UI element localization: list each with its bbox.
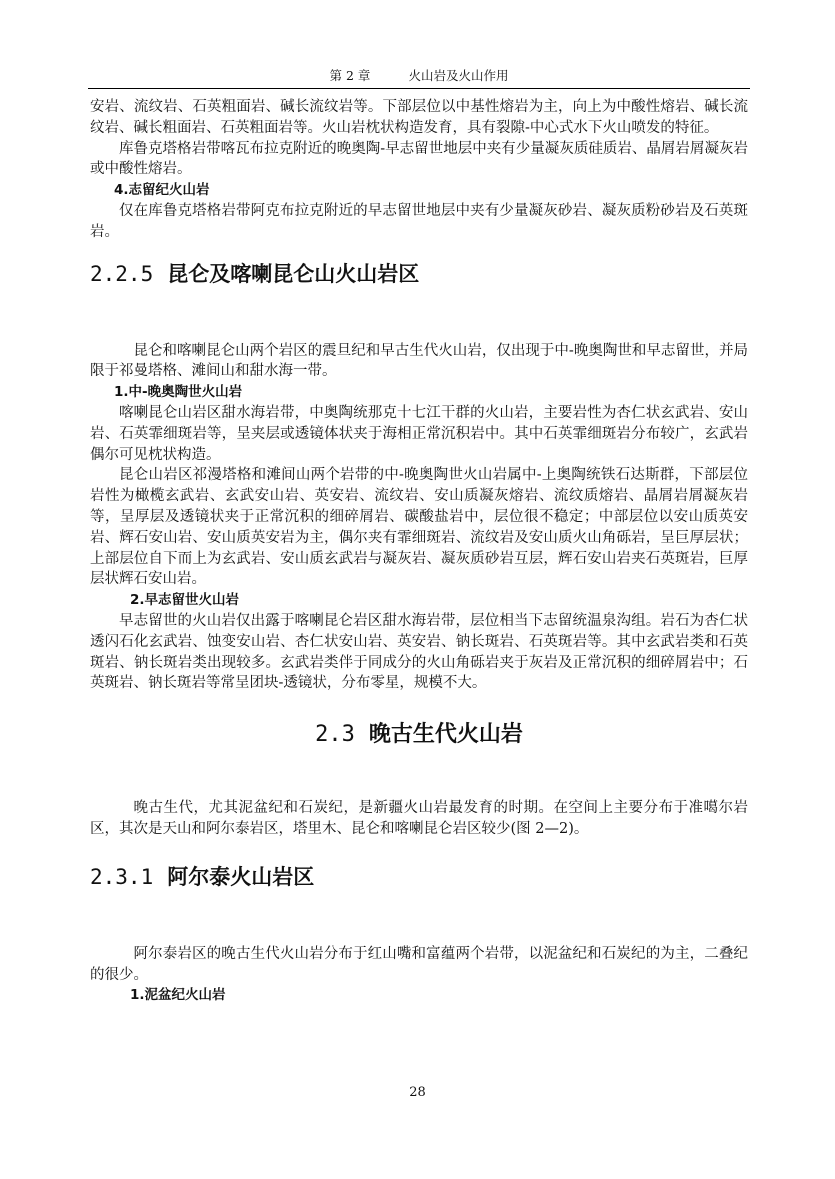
paragraph: 阿尔泰岩区的晚古生代火山岩分布于红山嘴和富蕴两个岩带，以泥盆纪和石炭纪的为主，二叠纪的很少。 (90, 945, 748, 983)
section-heading-2-3-1 (90, 863, 748, 891)
subsection-heading: 2.早志留世火山岩 (130, 592, 240, 609)
header-title: 火山岩及火山作用 (408, 68, 509, 83)
paragraph: 昆仑山岩区祁漫塔格和滩间山两个岩带的中-晚奥陶世火山岩属中-上奥陶统铁石达斯群，下部层位岩性为橄榄玄武岩、玄武安山岩、英安岩、流纹岩、安山质凝灰熔岩、流纹质熔岩、晶屑岩屑凝灰岩等，呈厚层及透镜状夹于正常沉积的细碎屑岩、碳酸盐岩中，层位很不稳定；中部层位以安山质英安岩、辉石安山岩、安山质英安岩为主，偶尔夹有霏细斑岩、流纹岩及安山质火山角砾岩，呈巨厚层状；上部层位自下而上为玄武岩、安山质玄武岩与凝灰岩、凝灰质砂岩互层，辉石安山岩夹石英斑岩，巨厚层状辉石安山岩。 (90, 467, 748, 588)
subsection-heading: 1.中-晚奥陶世火山岩 (114, 384, 243, 401)
header-chapter: 第 2 章 (329, 68, 371, 83)
section-title: 昆仑及喀喇昆仑山火山岩区 (167, 261, 420, 286)
section-number: 2.3.1 (90, 864, 154, 889)
paragraph: 喀喇昆仑山岩区甜水海岩带，中奥陶统那克十七江干群的火山岩，主要岩性为杏仁状玄武岩、安山岩、石英霏细斑岩等，呈夹层或透镜体状夹于海相正常沉积岩中。其中石英霏细斑岩分布较广，玄武岩偶尔可见枕状构造。 (90, 404, 748, 463)
paragraph: 库鲁克塔格岩带喀瓦布拉克附近的晚奥陶-早志留世地层中夹有少量凝灰质硅质岩、晶屑岩屑凝灰岩或中酸性熔岩。 (90, 140, 748, 178)
paragraph: 昆仑和喀喇昆仑山两个岩区的震旦纪和早古生代火山岩，仅出现于中-晚奥陶世和早志留世，并局限于祁曼塔格、滩间山和甜水海一带。 (90, 342, 748, 380)
section-title: 阿尔泰火山岩区 (167, 864, 315, 889)
paragraph: 安岩、流纹岩、石英粗面岩、碱长流纹岩等。下部层位以中基性熔岩为主，向上为中酸性熔岩、碱长流纹岩、碱长粗面岩、石英粗面岩等。火山岩枕状构造发育，具有裂隙-中心式水下火山喷发的特征。 (90, 99, 748, 136)
subsection-heading: 1.泥盆纪火山岩 (130, 987, 226, 1004)
paragraph: 仅在库鲁克塔格岩带阿克布拉克附近的早志留世地层中夹有少量凝灰砂岩、凝灰质粉砂岩及石英斑岩。 (90, 202, 748, 240)
paragraph: 早志留世的火山岩仅出露于喀喇昆仑岩区甜水海岩带，层位相当下志留统温泉沟组。岩石为杏仁状透闪石化玄武岩、蚀变安山岩、杏仁状安山岩、英安岩、钠长斑岩、石英斑岩等。其中玄武岩类和石英斑岩、钠长斑岩类出现较多。玄武岩类伴于同成分的火山角砾岩夹于灰岩及正常沉积的细碎屑岩中；石英斑岩、钠长斑岩等常呈团块-透镜状，分布零星，规模不大。 (90, 612, 748, 692)
header-rule (88, 88, 750, 89)
section-title: 晚古生代火山岩 (368, 722, 523, 748)
section-number: 2.3 (315, 722, 355, 748)
page-body (90, 97, 748, 1006)
paragraph: 晚古生代，尤其泥盆纪和石炭纪，是新疆火山岩最发育的时期。在空间上主要分布于准噶尔岩区，其次是天山和阿尔泰岩区，塔里木、昆仑和喀喇昆仑岩区较少(图 2—2)。 (90, 800, 748, 837)
section-number: 2.2.5 (90, 261, 154, 286)
section-heading-2-2-5 (90, 260, 748, 288)
page-number: 28 (409, 1085, 426, 1100)
subsection-heading: 4.志留纪火山岩 (114, 182, 210, 199)
running-header (88, 66, 750, 86)
section-heading-2-3 (90, 721, 748, 749)
